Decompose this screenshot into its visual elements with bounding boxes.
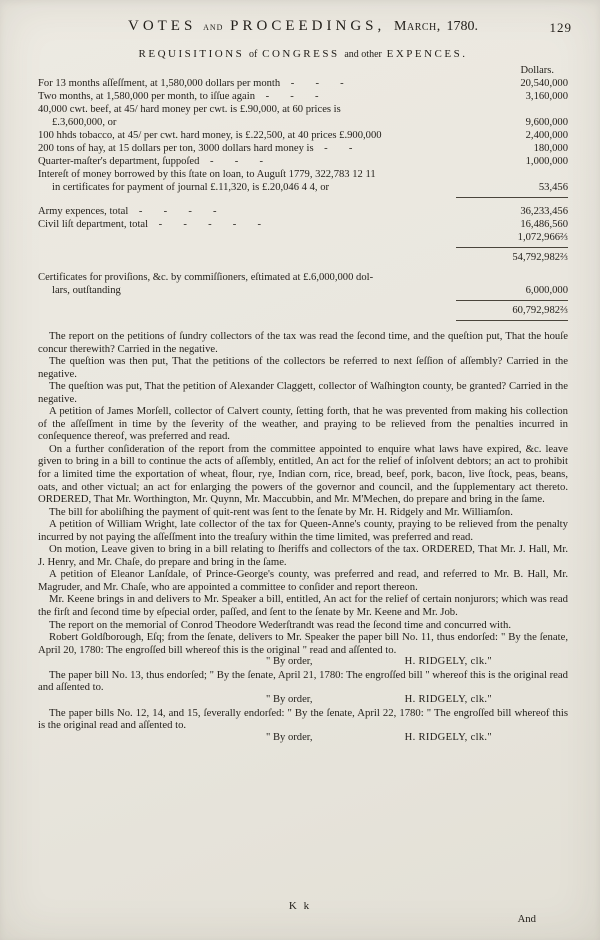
heading-and-other: and other	[344, 49, 382, 60]
by-order-label: " By order,	[266, 693, 313, 705]
column-rule	[456, 197, 568, 198]
page-footer	[0, 900, 600, 928]
grand-total-row	[38, 304, 568, 317]
table-row	[38, 205, 568, 218]
item-desc: Quarter-maſter's department, ſuppoſed - - -	[38, 156, 263, 167]
clerk-signature: H. RIDGELY, clk."	[404, 731, 492, 743]
title-year: 1780.	[446, 19, 479, 34]
item-desc-cont: £.3,600,000, or	[52, 117, 117, 128]
item-desc: Army expences, total - - - -	[38, 206, 217, 217]
item-amount: 36,233,456	[520, 206, 568, 217]
title-votes: VOTES	[127, 18, 197, 34]
grand-total-amount: 60,792,982⅔	[512, 305, 568, 316]
item-desc: Two months, at 1,580,000 per month, to iſſue again - - -	[38, 91, 319, 102]
body-paragraph: The queſtion was put, That the petition of Alexander Claggett, collector of Waſhington county, be granted? Carried in the negative.	[38, 380, 568, 405]
item-desc: Intereſt of money borrowed by this ſtate on loan, to Auguſt 1779, 322,783 12 11	[38, 169, 376, 180]
body-paragraph: On a further conſideration of the report from the committee appointed to enquire what laws have expired, &c. leave given to bring in a bill to continue the acts of aſſembly, entitled, An act for the relief of inſolvent debtors; an act to prohibit for a limited time the exportation of wheat, flour, rye, Indian corn, rice, bread, beef, pork, bacon, live ſtock, peas, beans, oats, and other victual; an act for enlarging the powers of the governor and council, and the ſupplementary act thereto. ORDERED, That Mr. Worthington, Mr. Quynn, Mr. Maccubbin, and Mr. M'Mechen, do prepare and bring in the ſame.	[38, 442, 568, 506]
item-amount: 9,600,000	[525, 117, 568, 128]
item-desc-cont: in certificates for payment of journal £.11,320, is £.20,046 4 4, or	[52, 182, 330, 193]
title-month: March,	[394, 19, 441, 34]
body-paragraph: The paper bill No. 13, thus endorſed; " By the ſenate, April 21, 1780: The engroſſed bill " whereof this is the original read and aſſented to.	[38, 668, 568, 694]
table-row	[38, 218, 568, 231]
table-row	[38, 103, 568, 129]
item-desc: 200 tons of hay, at 15 dollars per ton, 3000 dollars hard money is - -	[38, 143, 353, 154]
body-paragraph: On motion, Leave given to bring in a bill relating to ſheriffs and collectors of the tax. ORDERED, That Mr. J. Hall, Mr. J. Henry, and Mr. Chaſe, do prepare and bring in the ſame.	[38, 543, 568, 568]
subtotal-amount: 54,792,982⅔	[512, 252, 568, 263]
item-desc-cont: lars, outſtanding	[52, 285, 121, 296]
certificates-row	[38, 271, 568, 297]
page-number: 129	[549, 20, 572, 35]
heading-of: of	[249, 49, 258, 60]
item-desc: 100 hhds tobacco, at 45/ per cwt. hard money, is £.22,500, at 40 prices £.900,000	[38, 130, 382, 141]
heading-expences: EXPENCES.	[386, 48, 468, 60]
table-row	[38, 142, 568, 155]
item-amount: 20,540,000	[520, 78, 568, 89]
section-heading	[38, 48, 568, 60]
column-rule	[456, 300, 568, 301]
body-paragraph: The paper bills No. 12, 14, and 15, ſeverally endorſed: " By the ſenate, April 22, 1780: " The engroſſed bill whereof this is the original read and aſſented to.	[38, 706, 568, 732]
subtotal-row	[38, 251, 568, 264]
item-desc: 40,000 cwt. beef, at 45/ hard money per cwt. is £.90,000, at 60 prices is	[38, 104, 341, 115]
page-header	[38, 18, 572, 42]
title-proceedings: PROCEEDINGS,	[230, 18, 386, 34]
catchword: And	[517, 913, 536, 925]
by-order-label: " By order,	[266, 731, 313, 743]
table-row	[38, 155, 568, 168]
body-paragraph: The queſtion was then put, That the petitions of the collectors be referred to next ſeſſion of aſſembly? Carried in the negative.	[38, 355, 568, 380]
proceedings-text	[38, 330, 568, 744]
attestation-row	[38, 694, 568, 707]
table-row	[38, 231, 568, 244]
item-amount: 1,000,000	[525, 156, 568, 167]
table-row	[38, 77, 568, 90]
signature-mark: K k	[288, 900, 312, 912]
item-amount: 180,000	[533, 143, 568, 154]
item-desc: For 13 months aſſeſſment, at 1,580,000 dollars per month - - -	[38, 78, 344, 89]
attestation-row	[38, 656, 568, 669]
item-desc: Civil liſt department, total - - - - -	[38, 219, 262, 230]
page-title	[38, 18, 568, 35]
item-amount: 3,160,000	[525, 91, 568, 102]
body-paragraph: Mr. Keene brings in and delivers to Mr. Speaker a bill, entitled, An act for the relief of certain nonjurors; which was read the firſt and ſecond time by eſpecial order, paſſed, and ſent to the ſenate by Mr. Keene and Mr. Job.	[38, 593, 568, 619]
clerk-signature: H. RIDGELY, clk."	[404, 693, 492, 705]
item-amount: 16,486,560	[520, 219, 568, 230]
item-amount: 53,456	[538, 182, 568, 193]
table-row	[38, 90, 568, 103]
table-row	[38, 129, 568, 142]
item-desc: Certificates for proviſions, &c. by commiſſioners, eſtimated at £.6,000,000 dol-	[38, 272, 374, 283]
body-paragraph: The report on the memorial of Conrod Theodore Wederſtrandt was read the ſecond time and concurred with.	[49, 618, 512, 631]
body-paragraph: The report on the petitions of ſundry collectors of the tax was read the ſecond time, and the queſtion put, That the houſe concur therewith? Carried in the negative.	[38, 330, 568, 355]
table-row	[38, 168, 568, 194]
body-paragraph: The bill for aboliſhing the payment of quit-rent was ſent to the ſenate by Mr. H. Ridgely and Mr. Williamſon.	[49, 505, 513, 518]
body-paragraph: A petition of James Morſell, collector of Calvert county, ſetting forth, that he was prevented from making his collection of the aſſeſſment in time by the ſeverity of the weather, and praying to be relieved from the penalties incurred in conſequence thereof, was preferred and read.	[38, 405, 568, 443]
title-and: and	[203, 19, 224, 33]
body-paragraph: Robert Goldſborough, Eſq; from the ſenate, delivers to Mr. Speaker the paper bill No. 11, thus endorſed: " By the ſenate, April 20, 1780: The engroſſed bill whereof this is the original " read and aſſented to.	[38, 631, 568, 656]
column-rule	[456, 247, 568, 248]
item-amount: 2,400,000	[525, 130, 568, 141]
body-paragraph: A petition of William Wright, late collector of the tax for Queen-Anne's county, praying to be relieved from the penalty incurred by not paying the aſſeſſment into the treaſury within the time limited, was preferred and read.	[38, 518, 568, 543]
currency-column-label: Dollars.	[520, 65, 554, 76]
body-paragraph: A petition of Eleanor Lanſdale, of Prince-George's county, was preferred and read, and referred to Mr. B. Hall, Mr. Magruder, and Mr. Chaſe, who are appointed a committee to conſider and report thereon.	[38, 568, 568, 593]
by-order-label: " By order,	[266, 656, 313, 668]
column-rule	[456, 320, 568, 321]
item-amount: 6,000,000	[525, 285, 568, 296]
item-amount: 1,072,966⅔	[517, 232, 568, 243]
requisitions-table	[38, 77, 568, 321]
attestation-row	[38, 732, 568, 745]
heading-congress: CONGRESS	[262, 48, 340, 60]
totals-section	[38, 205, 568, 244]
heading-requisitions: REQUISITIONS	[138, 48, 245, 60]
clerk-signature: H. RIDGELY, clk."	[404, 656, 492, 668]
